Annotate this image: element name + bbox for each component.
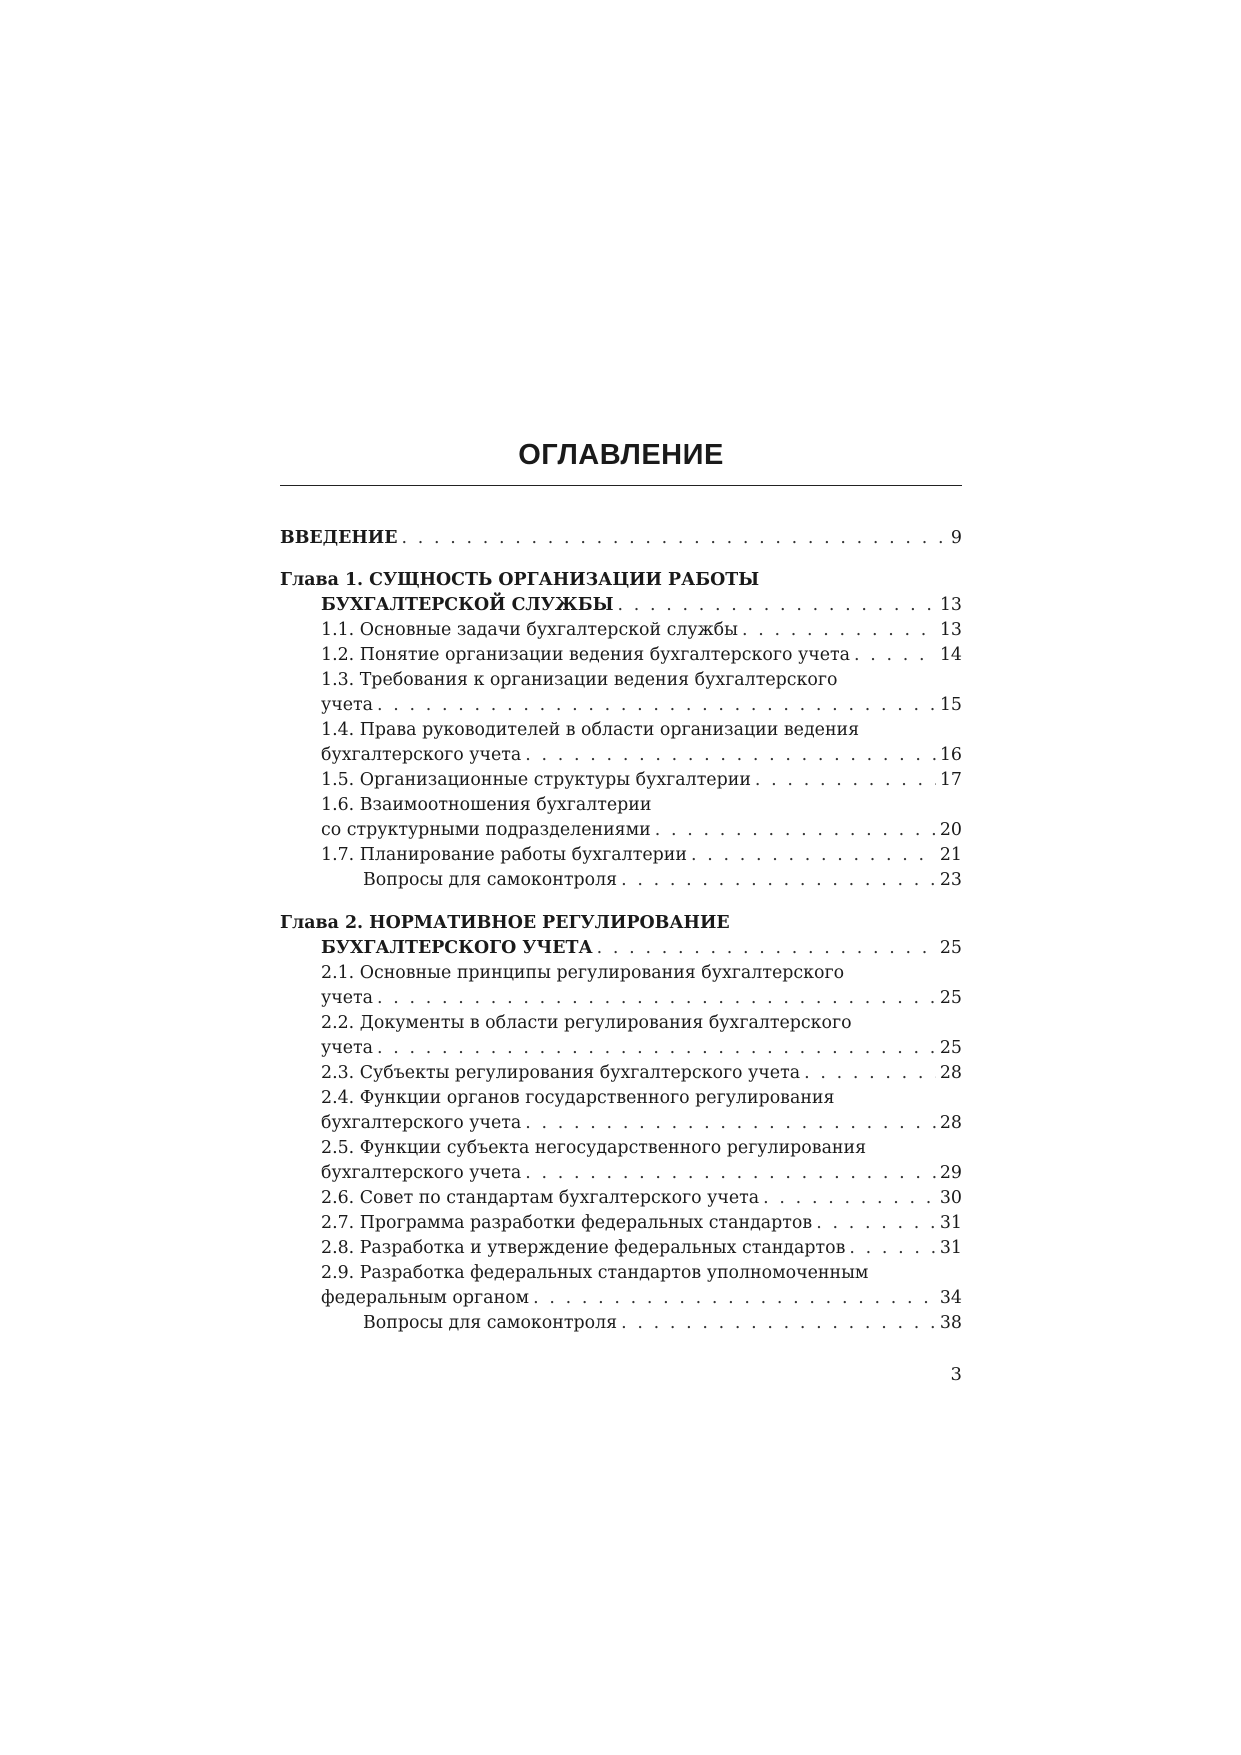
toc-item-2-1[interactable]: 2.1. Основные принципы регулирования бухгалтерского [321, 963, 845, 983]
toc-item-2-4-cont[interactable]: бухгалтерского учета . . . 28 [321, 1111, 962, 1136]
page-number: 3 [950, 1364, 962, 1385]
toc-item-2-3[interactable]: 2.3. Субъекты регулирования бухгалтерского учета . . . 28 [321, 1061, 962, 1086]
page-title: ОГЛАВЛЕНИЕ [518, 439, 724, 471]
toc-item-1-4[interactable]: 1.4. Права руководителей в области организации ведения [321, 720, 860, 740]
toc-item-1-5[interactable]: 1.5. Организационные структуры бухгалтерии . . . 17 [321, 768, 962, 793]
toc-item-2-5[interactable]: 2.5. Функции субъекта негосударственного регулирования [321, 1138, 867, 1158]
toc-item-1-3[interactable]: 1.3. Требования к организации ведения бухгалтерского [321, 670, 838, 690]
chapter2-heading-line2[interactable]: БУХГАЛТЕРСКОГО УЧЕТА . . . 25 [321, 936, 962, 961]
chapter2-heading: Глава 2. НОРМАТИВНОЕ РЕГУЛИРОВАНИЕ [280, 913, 730, 933]
toc-intro[interactable] [280, 526, 962, 551]
toc-item-2-4[interactable]: 2.4. Функции органов государственного регулирования [321, 1088, 835, 1108]
toc-item-1-4-cont[interactable]: бухгалтерского учета . . . 16 [321, 743, 962, 768]
toc-intro-page: 9 [950, 528, 962, 548]
toc-questions-1[interactable]: Вопросы для самоконтроля . . . 23 [363, 868, 962, 893]
toc-item-1-6-cont[interactable]: со структурными подразделениями . . . 20 [321, 818, 962, 843]
chapter2-page: 25 [939, 938, 962, 958]
toc-item-1-6[interactable]: 1.6. Взаимоотношения бухгалтерии [321, 795, 652, 815]
toc-item-2-2[interactable]: 2.2. Документы в области регулирования бухгалтерского [321, 1013, 852, 1033]
title-divider [280, 485, 962, 486]
toc-item-2-5-cont[interactable]: бухгалтерского учета . . . 29 [321, 1161, 962, 1186]
chapter1-page: 13 [939, 595, 962, 615]
toc-item-2-1-cont[interactable]: учета . . . 25 [321, 986, 962, 1011]
toc-item-2-6[interactable]: 2.6. Совет по стандартам бухгалтерского учета . . . 30 [321, 1186, 962, 1211]
toc-item-2-2-cont[interactable]: учета . . . 25 [321, 1036, 962, 1061]
toc-item-2-9[interactable]: 2.9. Разработка федеральных стандартов уполномоченным [321, 1263, 869, 1283]
toc-item-1-2[interactable]: 1.2. Понятие организации ведения бухгалтерского учета . . . 14 [321, 643, 962, 668]
toc-item-1-1[interactable]: 1.1. Основные задачи бухгалтерской службы . . . 13 [321, 618, 962, 643]
chapter1-heading: Глава 1. СУЩНОСТЬ ОРГАНИЗАЦИИ РАБОТЫ [280, 570, 760, 590]
toc-item-2-9-cont[interactable]: федеральным органом . . . 34 [321, 1286, 962, 1311]
toc-intro-label: ВВЕДЕНИЕ [280, 528, 398, 548]
toc-questions-2[interactable]: Вопросы для самоконтроля . . . 38 [363, 1311, 962, 1336]
toc-item-2-8[interactable]: 2.8. Разработка и утверждение федеральных стандартов . . . 31 [321, 1236, 962, 1261]
chapter1-heading-line2[interactable]: БУХГАЛТЕРСКОЙ СЛУЖБЫ . . . 13 [321, 593, 962, 618]
toc-item-2-7[interactable]: 2.7. Программа разработки федеральных стандартов . . . 31 [321, 1211, 962, 1236]
toc-item-1-3-cont[interactable]: учета . . . 15 [321, 693, 962, 718]
toc-item-1-7[interactable]: 1.7. Планирование работы бухгалтерии . . . 21 [321, 843, 962, 868]
